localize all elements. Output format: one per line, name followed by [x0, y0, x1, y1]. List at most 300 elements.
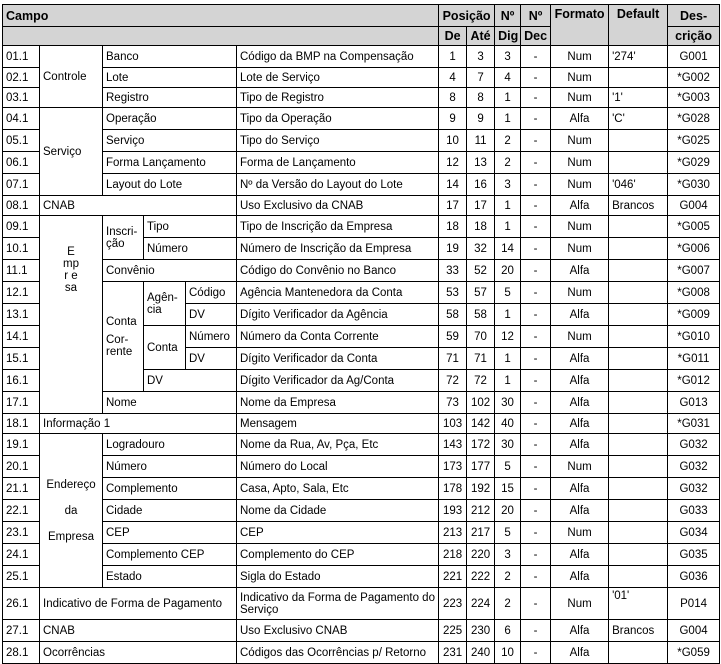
field-ate: 58 [467, 304, 495, 326]
field-id: 16.1 [3, 370, 40, 392]
field-name: Ocorrências [40, 642, 237, 664]
field-desc: Código da BMP na Compensação [237, 46, 439, 68]
field-dig: 12 [495, 326, 521, 348]
field-dec: - [521, 174, 551, 196]
field-dec: - [521, 456, 551, 478]
field-de: 223 [439, 588, 467, 620]
field-code: *G012 [668, 370, 720, 392]
field-dig: 2 [495, 152, 521, 174]
field-format: Alfa [551, 260, 609, 282]
field-code: *G030 [668, 174, 720, 196]
field-ate: 177 [467, 456, 495, 478]
field-format: Alfa [551, 566, 609, 588]
field-id: 25.1 [3, 566, 40, 588]
group-conta: Conta [144, 326, 186, 370]
field-ate: 72 [467, 370, 495, 392]
field-default [609, 348, 668, 370]
field-format: Num [551, 68, 609, 88]
field-name: Complemento [103, 478, 237, 500]
field-dig: 3 [495, 544, 521, 566]
table-row [3, 566, 720, 588]
field-de: 143 [439, 434, 467, 456]
group-controle: Controle [40, 46, 103, 108]
field-de: 19 [439, 238, 467, 260]
field-default: '01' [609, 588, 668, 620]
field-code: G034 [668, 522, 720, 544]
field-dig: 5 [495, 456, 521, 478]
field-dig: 1 [495, 304, 521, 326]
field-ate: 7 [467, 68, 495, 88]
table-row [3, 544, 720, 566]
field-dig: 20 [495, 500, 521, 522]
field-name: CEP [103, 522, 237, 544]
group-endereco-line-3: Empresa [47, 530, 95, 543]
field-dig: 40 [495, 414, 521, 434]
field-de: 53 [439, 282, 467, 304]
field-dec: - [521, 522, 551, 544]
field-name: Número [144, 238, 237, 260]
field-dec: - [521, 304, 551, 326]
field-desc: Nº da Versão do Layout do Lote [237, 174, 439, 196]
field-id: 01.1 [3, 46, 40, 68]
group-agencia-line-1: Agên- [147, 291, 178, 304]
field-desc: Tipo de Registro [237, 88, 439, 108]
field-default [609, 522, 668, 544]
field-dig: 1 [495, 88, 521, 108]
field-dec: - [521, 260, 551, 282]
field-format: Num [551, 88, 609, 108]
group-inscricao [103, 216, 144, 260]
field-format: Num [551, 238, 609, 260]
field-name: Complemento CEP [103, 544, 237, 566]
field-name: Convênio [103, 260, 237, 282]
header-n-dig: Nº [495, 5, 521, 27]
field-dig: 30 [495, 434, 521, 456]
field-format: Num [551, 152, 609, 174]
field-id: 23.1 [3, 522, 40, 544]
field-de: 71 [439, 348, 467, 370]
spacer [43, 517, 99, 531]
field-dec: - [521, 588, 551, 620]
field-desc: Código do Convênio no Banco [237, 260, 439, 282]
field-de: 218 [439, 544, 467, 566]
field-id: 28.1 [3, 642, 40, 664]
table-row [3, 196, 720, 216]
table-row [3, 522, 720, 544]
field-de: 9 [439, 108, 467, 130]
field-id: 04.1 [3, 108, 40, 130]
field-dec: - [521, 326, 551, 348]
field-id: 19.1 [3, 434, 40, 456]
field-desc: Tipo do Serviço [237, 130, 439, 152]
field-default: '1' [609, 88, 668, 108]
field-dig: 1 [495, 108, 521, 130]
field-code: G032 [668, 456, 720, 478]
field-format: Num [551, 522, 609, 544]
field-name: DV [186, 348, 237, 370]
field-dec: - [521, 500, 551, 522]
group-endereco-line-1: Endereço [46, 478, 96, 491]
field-dec: - [521, 348, 551, 370]
field-id: 17.1 [3, 392, 40, 414]
field-dec: - [521, 478, 551, 500]
field-id: 14.1 [3, 326, 40, 348]
field-dig: 20 [495, 260, 521, 282]
field-de: 173 [439, 456, 467, 478]
field-id: 27.1 [3, 620, 40, 642]
field-code: *G009 [668, 304, 720, 326]
field-dig: 6 [495, 620, 521, 642]
table-row [3, 478, 720, 500]
field-ate: 102 [467, 392, 495, 414]
field-ate: 57 [467, 282, 495, 304]
header-descricao-1: Des- [668, 5, 720, 27]
field-name: Cidade [103, 500, 237, 522]
field-ate: 18 [467, 216, 495, 238]
field-dec: - [521, 216, 551, 238]
table-row [3, 68, 720, 88]
table-row [3, 392, 720, 414]
field-de: 17 [439, 196, 467, 216]
field-format: Alfa [551, 392, 609, 414]
field-name: Operação [103, 108, 237, 130]
table-row [3, 282, 720, 304]
field-dec: - [521, 566, 551, 588]
table-row [3, 414, 720, 434]
field-de: 4 [439, 68, 467, 88]
field-desc: Nome da Cidade [237, 500, 439, 522]
field-default [609, 282, 668, 304]
field-format: Alfa [551, 304, 609, 326]
field-default: 'C' [609, 108, 668, 130]
field-format: Num [551, 282, 609, 304]
field-id: 07.1 [3, 174, 40, 196]
field-desc: Lote de Serviço [237, 68, 439, 88]
field-code: *G059 [668, 642, 720, 664]
field-code: *G005 [668, 216, 720, 238]
field-code: P014 [668, 588, 720, 620]
field-name: Número [103, 456, 237, 478]
field-code: *G028 [668, 108, 720, 130]
field-dec: - [521, 152, 551, 174]
field-format: Num [551, 456, 609, 478]
field-name: Nome [103, 392, 237, 414]
table-row [3, 216, 720, 238]
field-id: 21.1 [3, 478, 40, 500]
field-dec: - [521, 130, 551, 152]
field-default [609, 456, 668, 478]
field-dig: 2 [495, 566, 521, 588]
field-format: Num [551, 326, 609, 348]
field-format: Alfa [551, 434, 609, 456]
group-empresa-line-3: r e [64, 270, 78, 282]
field-id: 20.1 [3, 456, 40, 478]
field-code: G013 [668, 392, 720, 414]
header-default: Default [609, 5, 668, 46]
field-code: *G010 [668, 326, 720, 348]
field-id: 24.1 [3, 544, 40, 566]
field-name: Layout do Lote [103, 174, 237, 196]
field-ate: 11 [467, 130, 495, 152]
field-name: Lote [103, 68, 237, 88]
group-empresa-line-4: sa [64, 282, 78, 294]
field-default [609, 414, 668, 434]
field-de: 231 [439, 642, 467, 664]
field-desc: Agência Mantenedora da Conta [237, 282, 439, 304]
field-ate: 3 [467, 46, 495, 68]
field-dig: 2 [495, 588, 521, 620]
field-dec: - [521, 238, 551, 260]
field-code: *G025 [668, 130, 720, 152]
field-code: *G007 [668, 260, 720, 282]
group-conta-corrente-line-3: rente [106, 345, 133, 358]
field-format: Alfa [551, 108, 609, 130]
field-default [609, 566, 668, 588]
field-name: Tipo [144, 216, 237, 238]
field-desc: CEP [237, 522, 439, 544]
field-de: 59 [439, 326, 467, 348]
field-desc: Número de Inscrição da Empresa [237, 238, 439, 260]
field-ate: 32 [467, 238, 495, 260]
field-id: 09.1 [3, 216, 40, 238]
field-name: Banco [103, 46, 237, 68]
field-code: *G011 [668, 348, 720, 370]
field-id: 22.1 [3, 500, 40, 522]
field-default [609, 238, 668, 260]
header-campo-blank [3, 27, 439, 46]
field-default [609, 304, 668, 326]
header-campo: Campo [3, 5, 439, 27]
field-name: Serviço [103, 130, 237, 152]
field-default [609, 544, 668, 566]
field-dec: - [521, 434, 551, 456]
field-ate: 8 [467, 88, 495, 108]
header-formato: Formato [551, 5, 609, 46]
field-de: 33 [439, 260, 467, 282]
field-de: 18 [439, 216, 467, 238]
field-de: 72 [439, 370, 467, 392]
field-code: G001 [668, 46, 720, 68]
field-de: 193 [439, 500, 467, 522]
header-de: De [439, 27, 467, 46]
group-agencia [144, 282, 186, 326]
field-desc: Sigla do Estado [237, 566, 439, 588]
field-format: Num [551, 588, 609, 620]
field-default [609, 642, 668, 664]
field-id: 13.1 [3, 304, 40, 326]
field-id: 02.1 [3, 68, 40, 88]
field-default [609, 370, 668, 392]
field-desc: Número do Local [237, 456, 439, 478]
field-ate: 220 [467, 544, 495, 566]
field-format: Alfa [551, 478, 609, 500]
field-dig: 30 [495, 392, 521, 414]
field-desc: Nome da Rua, Av, Pça, Etc [237, 434, 439, 456]
field-de: 178 [439, 478, 467, 500]
field-format: Alfa [551, 620, 609, 642]
field-format: Num [551, 46, 609, 68]
field-desc: Indicativo da Forma de Pagamento do Serviço [237, 588, 439, 620]
table-row [3, 642, 720, 664]
header-ate: Até [467, 27, 495, 46]
field-ate: 16 [467, 174, 495, 196]
group-empresa-line-2: mp [63, 258, 79, 270]
field-default [609, 260, 668, 282]
field-id: 03.1 [3, 88, 40, 108]
group-servico: Serviço [40, 108, 103, 196]
field-id: 05.1 [3, 130, 40, 152]
table-row [3, 46, 720, 68]
field-ate: 224 [467, 588, 495, 620]
field-format: Alfa [551, 500, 609, 522]
field-name: Número [186, 326, 237, 348]
field-code: G035 [668, 544, 720, 566]
group-conta-corrente [103, 282, 144, 392]
field-de: 58 [439, 304, 467, 326]
field-desc: Número da Conta Corrente [237, 326, 439, 348]
field-id: 10.1 [3, 238, 40, 260]
field-dig: 2 [495, 130, 521, 152]
field-dec: - [521, 88, 551, 108]
field-ate: 222 [467, 566, 495, 588]
field-default [609, 326, 668, 348]
header-row-1 [3, 5, 720, 27]
field-dec: - [521, 392, 551, 414]
field-format: Alfa [551, 414, 609, 434]
field-ate: 9 [467, 108, 495, 130]
field-de: 221 [439, 566, 467, 588]
field-dig: 15 [495, 478, 521, 500]
field-ate: 71 [467, 348, 495, 370]
group-agencia-line-2: cia [147, 303, 162, 316]
field-format: Alfa [551, 348, 609, 370]
field-de: 1 [439, 46, 467, 68]
field-ate: 217 [467, 522, 495, 544]
header-descricao-2: crição [668, 27, 720, 46]
field-desc: Dígito Verificador da Agência [237, 304, 439, 326]
field-name: DV [186, 304, 237, 326]
field-ate: 70 [467, 326, 495, 348]
field-ate: 13 [467, 152, 495, 174]
table-row [3, 108, 720, 130]
field-dec: - [521, 108, 551, 130]
field-de: 213 [439, 522, 467, 544]
field-format: Num [551, 216, 609, 238]
field-code: G004 [668, 196, 720, 216]
group-conta-corrente-line-2: Cor- [106, 333, 129, 346]
field-name: CNAB [40, 196, 237, 216]
field-default [609, 130, 668, 152]
field-id: 18.1 [3, 414, 40, 434]
field-ate: 142 [467, 414, 495, 434]
field-name: CNAB [40, 620, 237, 642]
field-ate: 172 [467, 434, 495, 456]
table-row [3, 130, 720, 152]
field-id: 12.1 [3, 282, 40, 304]
field-dig: 5 [495, 522, 521, 544]
field-name: Registro [103, 88, 237, 108]
field-name: Forma Lançamento [103, 152, 237, 174]
field-default: Brancos [609, 196, 668, 216]
field-id: 06.1 [3, 152, 40, 174]
field-dig: 1 [495, 196, 521, 216]
group-conta-corrente-line-1: Conta [106, 315, 137, 328]
field-code: G036 [668, 566, 720, 588]
field-de: 10 [439, 130, 467, 152]
layout-table [2, 4, 720, 664]
table-row [3, 456, 720, 478]
field-ate: 240 [467, 642, 495, 664]
field-name: Código [186, 282, 237, 304]
group-empresa [40, 216, 103, 414]
header-dec: Dec [521, 27, 551, 46]
field-format: Num [551, 174, 609, 196]
field-code: G032 [668, 478, 720, 500]
field-dec: - [521, 370, 551, 392]
field-default: Brancos [609, 620, 668, 642]
field-format: Alfa [551, 196, 609, 216]
spacer [43, 491, 99, 505]
field-dig: 1 [495, 348, 521, 370]
field-desc: Dígito Verificador da Conta [237, 348, 439, 370]
field-de: 225 [439, 620, 467, 642]
field-id: 08.1 [3, 196, 40, 216]
field-name: Indicativo de Forma de Pagamento [40, 588, 237, 620]
field-id: 26.1 [3, 588, 40, 620]
table-row [3, 434, 720, 456]
table-row [3, 260, 720, 282]
field-code: *G029 [668, 152, 720, 174]
field-name: Informação 1 [40, 414, 237, 434]
field-dec: - [521, 196, 551, 216]
group-inscricao-line-2: ção [106, 237, 125, 250]
field-format: Alfa [551, 370, 609, 392]
group-empresa-line-1: E [67, 246, 75, 258]
table-row [3, 588, 720, 620]
field-de: 8 [439, 88, 467, 108]
field-desc: Mensagem [237, 414, 439, 434]
field-id: 11.1 [3, 260, 40, 282]
field-desc: Dígito Verificador da Ag/Conta [237, 370, 439, 392]
field-code: *G008 [668, 282, 720, 304]
field-dig: 3 [495, 174, 521, 196]
field-default [609, 152, 668, 174]
field-ate: 230 [467, 620, 495, 642]
field-code: *G006 [668, 238, 720, 260]
field-dig: 10 [495, 642, 521, 664]
field-dec: - [521, 68, 551, 88]
field-default [609, 216, 668, 238]
field-desc: Uso Exclusivo CNAB [237, 620, 439, 642]
field-format: Num [551, 130, 609, 152]
field-code: *G003 [668, 88, 720, 108]
field-desc: Forma de Lançamento [237, 152, 439, 174]
field-default [609, 478, 668, 500]
field-code: G032 [668, 434, 720, 456]
header-posicao: Posição [439, 5, 495, 27]
table-row [3, 500, 720, 522]
field-desc: Complemento do CEP [237, 544, 439, 566]
field-code: *G002 [668, 68, 720, 88]
field-code: G033 [668, 500, 720, 522]
field-dec: - [521, 414, 551, 434]
field-format: Alfa [551, 642, 609, 664]
field-desc: Tipo de Inscrição da Empresa [237, 216, 439, 238]
field-dec: - [521, 282, 551, 304]
field-de: 103 [439, 414, 467, 434]
field-name: Logradouro [103, 434, 237, 456]
header-dig: Dig [495, 27, 521, 46]
